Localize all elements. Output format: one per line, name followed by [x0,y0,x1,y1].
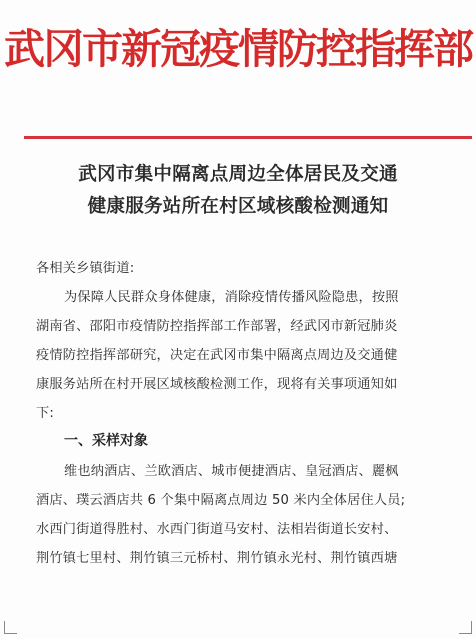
letterhead-org-name: 武冈市新冠疫情防控指挥部 [4,25,472,73]
notice-title-line-1: 武冈市集中隔离点周边全体居民及交通 [78,164,398,185]
paragraph-line: 疫情防控指挥部研究，决定在武冈市集中隔离点周边及交通健 [36,348,398,363]
section-heading-sampling-targets: 一、采样对象 [64,433,148,449]
salutation: 各相关乡镇街道: [36,261,135,276]
section-text-line: 荆竹镇七里村、荆竹镇三元桥村、荆竹镇永光村、荆竹镇西塘 [36,551,398,566]
section-text-line: 酒店、璞云酒店共 6 个集中隔离点周边 50 米内全体居住人员; [36,493,406,508]
letterhead-red-rule [24,136,472,139]
crop-mark-bottom-left [4,621,17,634]
section-text-line: 维也纳酒店、兰欧酒店、城市便捷酒店、皇冠酒店、麗枫 [64,464,399,479]
paragraph-line: 下: [36,406,55,421]
paragraph-line: 为保障人民群众身体健康，消除疫情传播风险隐患，按照 [64,290,399,305]
paragraph-line: 康服务站所在村开展区域核酸检测工作，现将有关事项通知如 [36,377,398,392]
crop-mark-bottom-right [459,621,472,634]
section-text-line: 水西门街道得胜村、水西门街道马安村、法相岩街道长安村、 [36,522,398,537]
paragraph-line: 湖南省、邵阳市疫情防控指挥部工作部署，经武冈市新冠肺炎 [36,319,398,334]
notice-title-line-2: 健康服务站所在村区域核酸检测通知 [87,196,389,217]
